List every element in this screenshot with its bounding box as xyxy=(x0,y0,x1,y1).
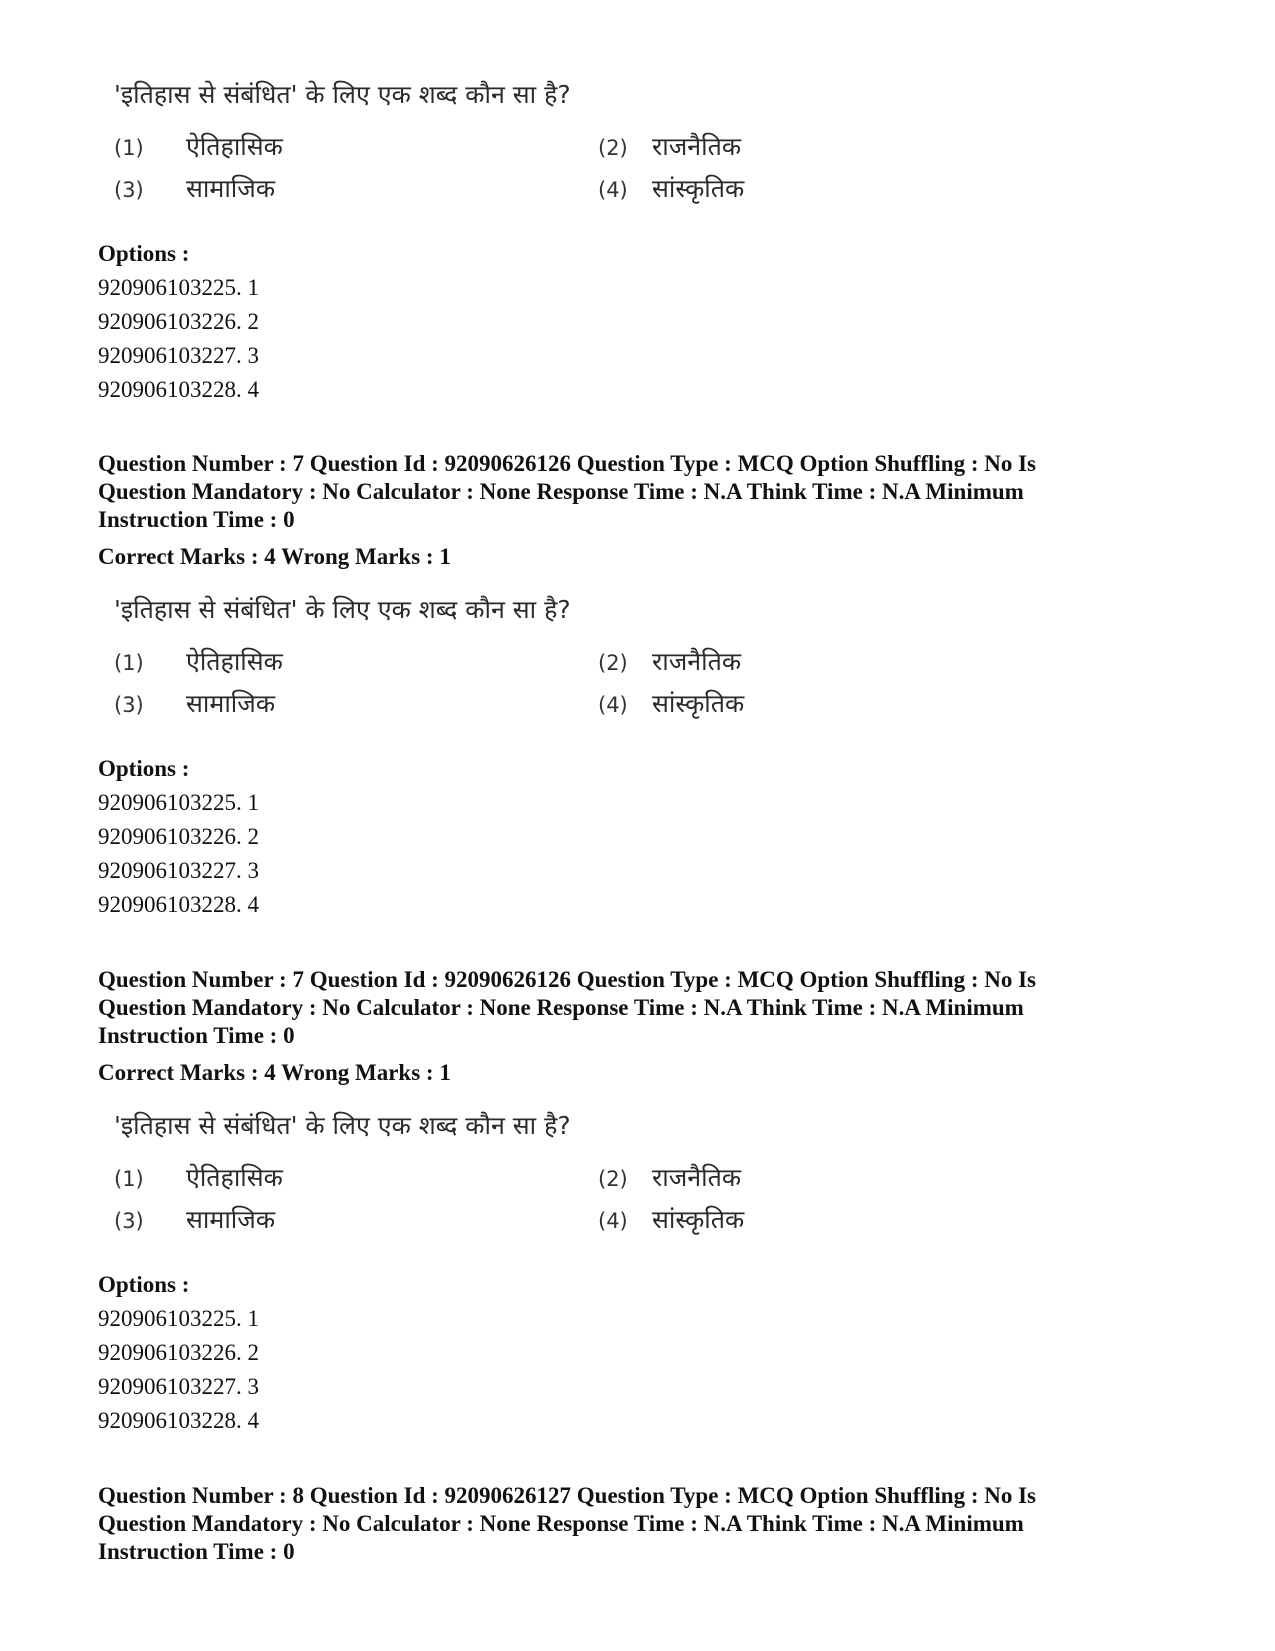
option-number: (4) xyxy=(598,178,628,202)
option-text: सांस्कृतिक xyxy=(652,689,745,718)
option-id: 920906103228. 4 xyxy=(98,377,259,402)
option-number: (2) xyxy=(598,1167,628,1191)
question-text: 'इतिहास से संबंधित' के लिए एक शब्द कौन सा है? xyxy=(114,80,571,109)
question-meta xyxy=(98,450,1178,534)
option-id: 920906103226. 2 xyxy=(98,824,259,849)
question-text: 'इतिहास से संबंधित' के लिए एक शब्द कौन सा है? xyxy=(114,1111,571,1140)
question-meta-line: Question Number : 7 Question Id : 92090626126 Question Type : MCQ Option Shuffling : No Is xyxy=(98,451,1037,476)
option-number: (4) xyxy=(598,1209,628,1233)
option-id: 920906103226. 2 xyxy=(98,309,259,334)
option-id: 920906103228. 4 xyxy=(98,892,259,917)
options-heading: Options : xyxy=(98,1272,190,1297)
question-meta xyxy=(98,966,1178,1050)
option-number: (3) xyxy=(114,1209,144,1233)
option-number: (1) xyxy=(114,136,144,160)
question-meta-line: Instruction Time : 0 xyxy=(98,1539,295,1564)
question-meta-line: Instruction Time : 0 xyxy=(98,507,295,532)
options-heading: Options : xyxy=(98,241,190,266)
option-id: 920906103225. 1 xyxy=(98,275,259,300)
option-number: (2) xyxy=(598,651,628,675)
option-id: 920906103226. 2 xyxy=(98,1340,259,1365)
option-number: (2) xyxy=(598,136,628,160)
option-number: (3) xyxy=(114,693,144,717)
question-text: 'इतिहास से संबंधित' के लिए एक शब्द कौन सा है? xyxy=(114,595,571,624)
options-heading: Options : xyxy=(98,756,190,781)
option-number: (1) xyxy=(114,651,144,675)
question-meta-line: Instruction Time : 0 xyxy=(98,1023,295,1048)
option-text: राजनैतिक xyxy=(652,1163,742,1192)
option-number: (4) xyxy=(598,693,628,717)
option-text: सामाजिक xyxy=(186,174,276,203)
option-text: सांस्कृतिक xyxy=(652,1205,745,1234)
option-id: 920906103227. 3 xyxy=(98,343,259,368)
option-id: 920906103227. 3 xyxy=(98,858,259,883)
question-meta-line: Question Number : 8 Question Id : 92090626127 Question Type : MCQ Option Shuffling : No Is xyxy=(98,1483,1037,1508)
option-text: सांस्कृतिक xyxy=(652,174,745,203)
question-meta xyxy=(98,1482,1178,1566)
option-id: 920906103225. 1 xyxy=(98,1306,259,1331)
option-id: 920906103227. 3 xyxy=(98,1374,259,1399)
option-text: ऐतिहासिक xyxy=(186,1163,283,1192)
option-number: (3) xyxy=(114,178,144,202)
question-meta-line: Question Mandatory : No Calculator : None Response Time : N.A Think Time : N.A Minimum xyxy=(98,995,1024,1020)
option-text: ऐतिहासिक xyxy=(186,132,283,161)
option-text: सामाजिक xyxy=(186,1205,276,1234)
question-meta-line: Question Mandatory : No Calculator : None Response Time : N.A Think Time : N.A Minimum xyxy=(98,479,1024,504)
marks-info: Correct Marks : 4 Wrong Marks : 1 xyxy=(98,1060,451,1085)
option-id: 920906103225. 1 xyxy=(98,790,259,815)
question-meta-line: Question Mandatory : No Calculator : None Response Time : N.A Think Time : N.A Minimum xyxy=(98,1511,1024,1536)
option-number: (1) xyxy=(114,1167,144,1191)
marks-info: Correct Marks : 4 Wrong Marks : 1 xyxy=(98,544,451,569)
question-meta-line: Question Number : 7 Question Id : 92090626126 Question Type : MCQ Option Shuffling : No Is xyxy=(98,967,1037,992)
option-text: राजनैतिक xyxy=(652,132,742,161)
option-id: 920906103228. 4 xyxy=(98,1408,259,1433)
option-text: सामाजिक xyxy=(186,689,276,718)
option-text: राजनैतिक xyxy=(652,647,742,676)
option-text: ऐतिहासिक xyxy=(186,647,283,676)
